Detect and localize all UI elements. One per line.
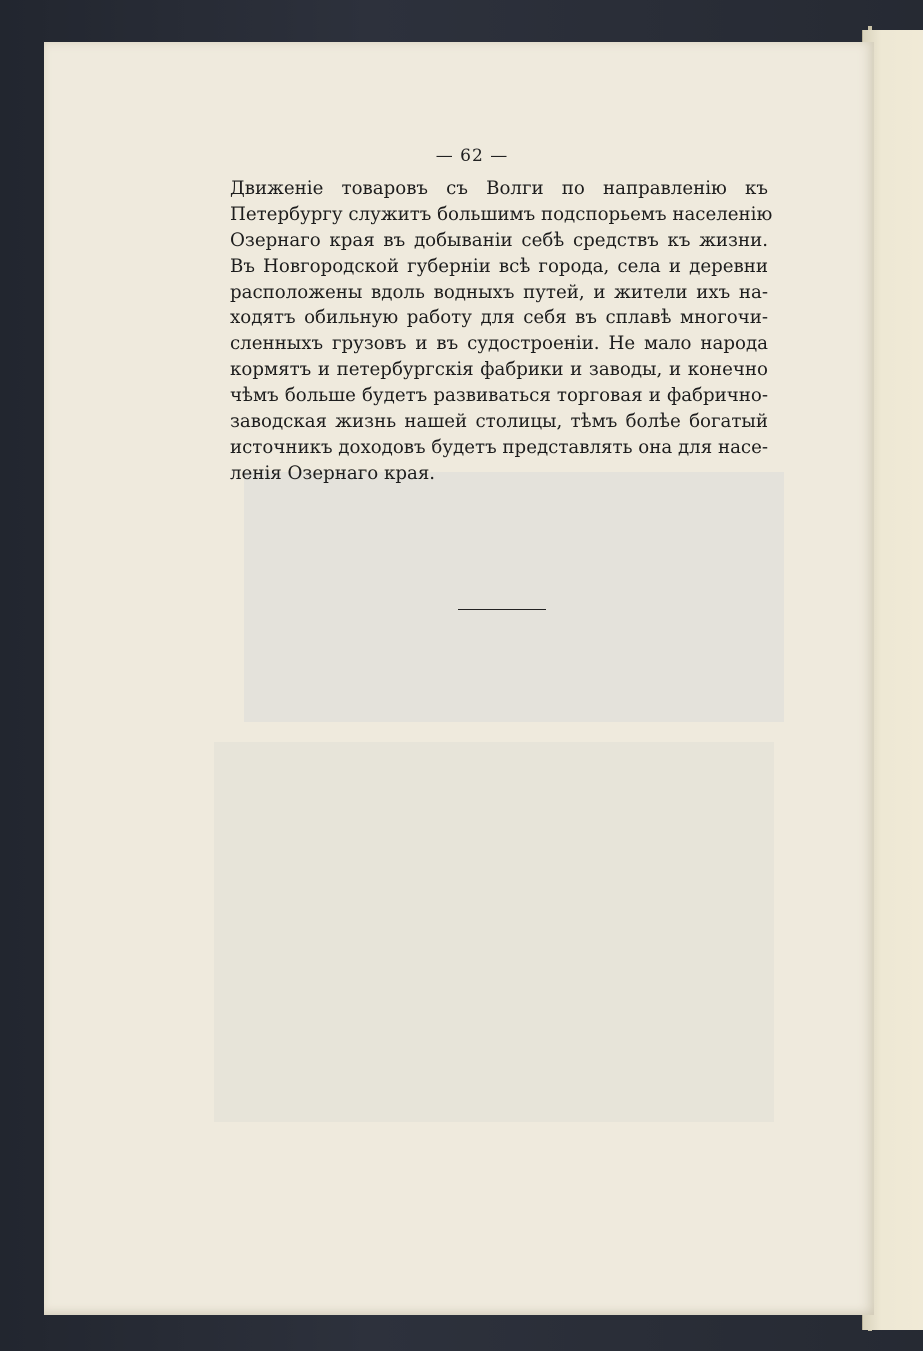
bleed-through-map (244, 472, 784, 722)
text-line: Движеніе товаровъ съ Волги по направленію къ (230, 178, 768, 199)
paragraph (230, 176, 773, 487)
text-line: Озернаго края въ добываніи себѣ средствъ къ жизни. (230, 229, 768, 251)
text-line: расположены вдоль водныхъ путей, и жители ихъ на- (230, 281, 768, 303)
text-line: заводская жизнь нашей столицы, тѣмъ болѣе богатый (230, 411, 768, 433)
text-line: ленія Озернаго края. (230, 462, 436, 484)
page-number: — 62 — (435, 146, 509, 166)
text-line: сленныхъ грузовъ и въ судостроеніи. Не мало народа (230, 333, 768, 355)
bleed-through-text (214, 742, 774, 1122)
text-line: чѣмъ больше будетъ развиваться торговая и фабрично- (230, 385, 768, 407)
text-line: Въ Новгородской губерніи всѣ города, села и деревни (230, 255, 768, 277)
text-line: Петербургу служитъ большимъ подспорьемъ населенію (230, 203, 773, 225)
book-page (44, 42, 874, 1315)
text-line: кормятъ и петербургскія фабрики и заводы, и конечно (230, 359, 768, 381)
text-line: источникъ доходовъ будетъ представлять она для насе- (230, 436, 769, 458)
text-line: ходятъ обильную работу для себя въ сплавѣ многочи- (230, 307, 768, 329)
section-end-rule (458, 609, 546, 610)
